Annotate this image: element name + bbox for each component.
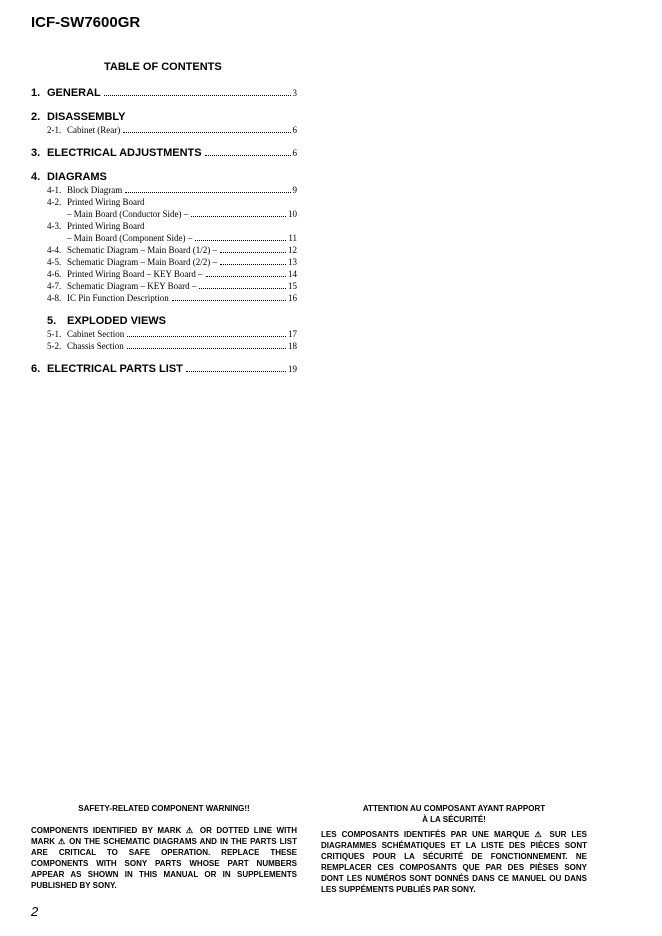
dot-leader: [191, 216, 286, 217]
toc-item[interactable]: [31, 280, 297, 292]
toc-item-title: Printed Wiring Board: [67, 197, 145, 207]
toc-section-exploded-views[interactable]: [31, 314, 297, 328]
toc-section-title: ELECTRICAL PARTS LIST: [47, 363, 183, 375]
toc-item[interactable]: [31, 292, 297, 304]
toc-page-number: 3: [292, 88, 297, 98]
warning-heading: ATTENTION AU COMPOSANT AYANT RAPPORT À LA SÉCURITÉ!: [362, 804, 546, 824]
dot-leader: [205, 155, 291, 156]
toc-item-number: 4-2.: [47, 197, 62, 207]
dot-leader: [206, 276, 286, 277]
toc-item-title: Schematic Diagram – Main Board (2/2) –: [67, 257, 217, 267]
warning-body: COMPONENTS IDENTIFIED BY MARK ⚠ OR DOTTED LINE WITH MARK ⚠ ON THE SCHEMATIC DIAGRAMS AND IN THE PARTS LIST ARE CRITICAL TO SAFE OPERATION. REPLACE THESE COMPONENTS WITH SONY PARTS WHOSE PART NUMBERS APPEAR AS SHOWN IN THIS MANUAL OR IN SUPPLEMENTS PUBLISHED BY SONY.: [31, 826, 297, 890]
toc-page-number: 12: [288, 245, 297, 255]
toc-section-electrical-adjustments[interactable]: [31, 146, 297, 160]
dot-leader: [186, 371, 286, 372]
toc-section-number: 3.: [31, 147, 41, 159]
toc-item-title: Cabinet Section: [67, 329, 125, 339]
toc-section-disassembly[interactable]: [31, 110, 297, 124]
toc-page-number: 6: [292, 125, 297, 135]
toc-item-subtitle: – Main Board (Conductor Side) –: [67, 209, 189, 219]
toc-section-title: GENERAL: [47, 87, 101, 99]
toc-item[interactable]: [31, 220, 297, 232]
toc-item[interactable]: [31, 328, 297, 340]
toc-section-number: 5.: [47, 315, 57, 327]
toc-item-number: 5-2.: [47, 341, 62, 351]
table-of-contents: [31, 86, 297, 376]
toc-item-title: Chassis Section: [67, 341, 124, 351]
toc-item-title: Printed Wiring Board: [67, 221, 145, 231]
dot-leader: [104, 95, 291, 96]
toc-item-number: 4-4.: [47, 245, 62, 255]
dot-leader: [127, 348, 286, 349]
toc-item-title: IC Pin Function Description: [67, 293, 169, 303]
safety-warning-english: [31, 803, 297, 891]
toc-item-title: Printed Wiring Board – KEY Board –: [67, 269, 203, 279]
dot-leader: [199, 288, 286, 289]
toc-page-number: 13: [288, 257, 297, 267]
toc-item[interactable]: [31, 268, 297, 280]
toc-item-number: 2-1.: [47, 125, 62, 135]
toc-item-number: 4-8.: [47, 293, 62, 303]
toc-section-general[interactable]: [31, 86, 297, 100]
toc-item[interactable]: [31, 184, 297, 196]
toc-item-number: 4-3.: [47, 221, 62, 231]
toc-section-diagrams[interactable]: [31, 170, 297, 184]
toc-item-title: Block Diagram: [67, 185, 123, 195]
page-number: 2: [31, 904, 39, 919]
warning-body: LES COMPOSANTS IDENTIFÉS PAR UNE MARQUE ⚠ SUR LES DIAGRAMMES SCHÉMATIQUES ET LA LISTE DES PIÈCES SONT CRITIQUES POUR LA SÉCURITÉ DE FONCTIONNEMENT. NE REMPLACER CES COMPOSANTS QUE PAR DES PIÈSES SONY DONT LES NUMÉROS SONT DONNÉS DANS CE MANUEL OU DANS LES SUPPÉMENTS PUBLIÉS PAR SONY.: [321, 830, 587, 894]
toc-item-number: 4-7.: [47, 281, 62, 291]
dot-leader: [123, 132, 290, 133]
safety-warning-french: [321, 803, 587, 895]
dot-leader: [172, 300, 286, 301]
toc-title: TABLE OF CONTENTS: [104, 61, 222, 73]
dot-leader: [125, 192, 290, 193]
model-name: ICF-SW7600GR: [31, 14, 141, 31]
toc-item-title: Schematic Diagram – KEY Board –: [67, 281, 197, 291]
toc-page-number: 14: [288, 269, 297, 279]
toc-page-number: 19: [288, 364, 297, 374]
toc-section-number: 1.: [31, 87, 41, 99]
toc-item-title: Schematic Diagram – Main Board (1/2) –: [67, 245, 217, 255]
toc-page-number: 9: [292, 185, 297, 195]
toc-item[interactable]: [31, 340, 297, 352]
toc-item-number: 4-1.: [47, 185, 62, 195]
toc-page-number: 17: [288, 329, 297, 339]
dot-leader: [220, 264, 286, 265]
toc-item-subtitle: – Main Board (Component Side) –: [67, 233, 193, 243]
toc-page-number: 6: [292, 148, 297, 158]
toc-item-title: Cabinet (Rear): [67, 125, 121, 135]
toc-section-electrical-parts-list[interactable]: [31, 362, 297, 376]
toc-page-number: 16: [288, 293, 297, 303]
toc-section-title: ELECTRICAL ADJUSTMENTS: [47, 147, 202, 159]
toc-item[interactable]: [31, 196, 297, 208]
toc-section-title: DISASSEMBLY: [47, 111, 126, 123]
toc-page-number: 18: [288, 341, 297, 351]
toc-item-number: 4-6.: [47, 269, 62, 279]
toc-item[interactable]: [31, 256, 297, 268]
dot-leader: [220, 252, 286, 253]
dot-leader: [127, 336, 286, 337]
dot-leader: [195, 240, 286, 241]
toc-page-number: 11: [288, 233, 297, 243]
toc-item-number: 5-1.: [47, 329, 62, 339]
toc-section-title: DIAGRAMS: [47, 171, 107, 183]
toc-item[interactable]: [31, 124, 297, 136]
toc-page-number: 10: [288, 209, 297, 219]
toc-page-number: 15: [288, 281, 297, 291]
toc-section-number: 4.: [31, 171, 41, 183]
warning-heading: SAFETY-RELATED COMPONENT WARNING!!: [78, 804, 250, 813]
toc-item-continuation[interactable]: [31, 208, 297, 220]
toc-section-number: 6.: [31, 363, 41, 375]
toc-item[interactable]: [31, 244, 297, 256]
toc-section-number: 2.: [31, 111, 41, 123]
toc-section-title: EXPLODED VIEWS: [67, 315, 167, 327]
toc-item-continuation[interactable]: [31, 232, 297, 244]
toc-item-number: 4-5.: [47, 257, 62, 267]
